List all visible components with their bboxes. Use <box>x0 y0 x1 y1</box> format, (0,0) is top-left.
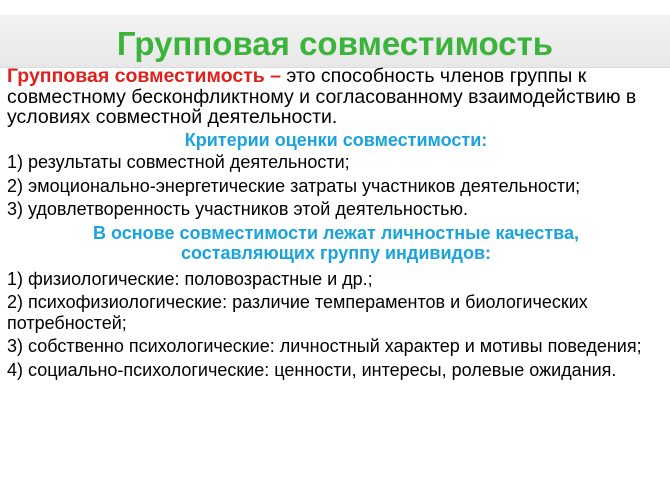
definition-text: это способность членов группы к совместному бесконфликтному и согласованному взаимодействию в условиях совместной деятельности. <box>7 65 637 128</box>
qualities-item-3: 3) собственно психологические: личностный характер и мотивы поведения; <box>7 336 642 356</box>
qualities-item-4: 4) социально-психологические: ценности, интересы, ролевые ожидания. <box>7 359 617 380</box>
qualities-item-2: 2) психофизиологические: различие темпераментов и биологических потребностей; <box>7 292 588 333</box>
definition-term: Групповая совместимость – <box>7 65 281 87</box>
criteria-item-3: 3) удовлетворенность участников этой деятельностью. <box>7 199 468 219</box>
definition-paragraph <box>7 66 665 128</box>
qualities-item-1: 1) физиологические: половозрастные и др.; <box>7 268 373 289</box>
title-bar <box>0 15 670 68</box>
criteria-heading: Критерии оценки совместимости: <box>184 129 488 150</box>
criteria-item-1: 1) результаты совместной деятельности; <box>7 152 350 172</box>
slide-content <box>7 66 665 380</box>
qualities-heading-line-1: В основе совместимости лежат личностные качества, <box>93 222 579 243</box>
criteria-item-2: 2) эмоционально-энергетические затраты участников деятельности; <box>7 175 581 196</box>
slide-title: Групповая совместимость <box>116 25 554 62</box>
qualities-heading <box>7 223 665 264</box>
qualities-heading-line-2: составляющих группу индивидов: <box>180 243 492 263</box>
